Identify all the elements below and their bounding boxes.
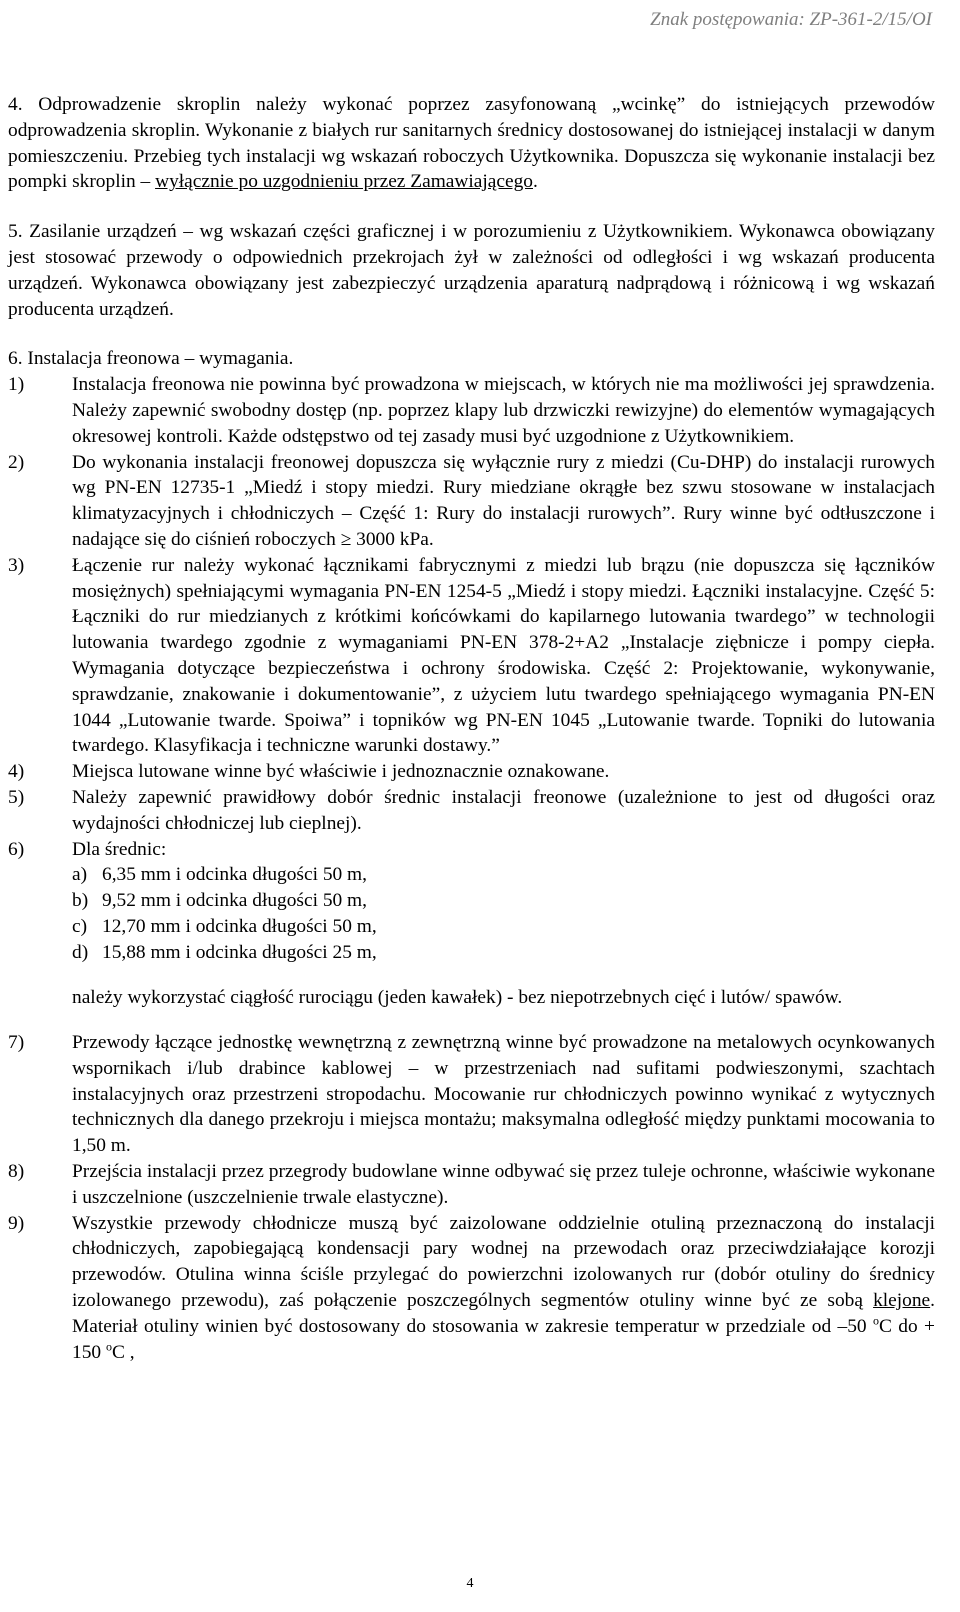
item-9-underlined: klejone xyxy=(873,1290,931,1312)
list-item-text: Łączenie rur należy wykonać łącznikami fabrycznymi z miedzi lub brązu (nie dopuszcza się łączników mosiężnych) spełniającymi wymagania PN-EN 1254-5 „Miedź i stopy miedzi. Łączniki instalacyjne. Część 5: Łączniki do rur miedzianych z krótkimi końcówkami do kapilarnego lutowania twardego” w technologii lutowania twardego zgodnie z wymaganiami PN-EN 378-2+A2 „Instalacje ziębnicze i pompy ciepła. Wymagania dotyczące bezpieczeństwa i ochrony środowiska. Część 2: Projektowanie, wykonywanie, sprawdzanie, znakowanie i dokumentowanie”, z użyciem lutu twardego spełniającego wymagania PN-EN 1044 „Lutowanie twarde. Spoiwa” i topników wg PN-EN 1045 „Lutowanie twarde. Topniki do lutowania twardego. Klasyfikacja i techniczne warunki dostawy.” xyxy=(72,554,935,757)
diameter-letter: b) xyxy=(72,890,89,912)
list-item xyxy=(8,785,935,837)
diameter-item xyxy=(72,862,935,888)
diameter-letter: d) xyxy=(72,941,89,963)
document-reference-header: Znak postępowania: ZP-361-2/15/OI xyxy=(650,9,932,30)
diameter-letter: c) xyxy=(72,915,88,937)
list-item-text: Miejsca lutowane winne być właściwie i jednoznacznie oznakowane. xyxy=(72,761,610,783)
diameter-item xyxy=(72,888,935,914)
section-4-text: 4. Odprowadzenie skroplin należy wykonać poprzez zasyfonowaną „wcinkę” do istniejących przewodów odprowadzenia skroplin. Wykonanie z białych rur sanitarnych średnicy dostosowanej do istniejącej instalacji w danym pomieszczeniu. Przebieg tych instalacji wg wskazań roboczych Użytkownika. Dopuszcza się wykonanie instalacji bez pompki skroplin – xyxy=(8,94,935,193)
item-9-text-c: C do + 150 xyxy=(72,1315,935,1363)
diameters-note: należy wykorzystać ciągłość rurociągu (jeden kawałek) - bez niepotrzebnych cięć i lutów/ spawów. xyxy=(72,986,843,1008)
list-item-text: Przewody łączące jednostkę wewnętrzną z zewnętrzną winne być prowadzone na metalowych ocynkowanych wspornikach i/lub drabince kablowej – w przestrzeniach nad sufitami podwieszonymi, szachtach instalacyjnych oraz przestrzeni stropodachu. Mocowanie rur chłodniczych powinno wynikać z wytycznych technicznych dla danego przekroju i miejsca montażu; maksymalna odległość między punktami mocowania to 1,50 m. xyxy=(72,1032,935,1157)
list-item xyxy=(8,759,935,785)
list-item xyxy=(8,1159,935,1211)
diameter-letter: a) xyxy=(72,864,88,886)
list-item-number: 8) xyxy=(8,1161,25,1183)
item-9-text-a: Wszystkie przewody chłodnicze muszą być zaizolowane oddzielnie otuliną przeznaczoną do instalacji chłodniczych, zapobiegającą kondensacji pary wodnej na przewodach oraz przeciwdziałające korozji przewodów. Otulina winna ściśle przylegać do powierzchni izolowanych rur (dobór otuliny do średnicy izolowanego przewodu), zaś połączenie poszczególnych segmentów otuliny winne być ze sobą xyxy=(72,1212,935,1312)
list-item xyxy=(8,837,935,863)
list-item-number: 1) xyxy=(8,374,25,396)
degree-superscript: o xyxy=(105,1339,112,1354)
list-item-text: Należy zapewnić prawidłowy dobór średnic instalacji freonowe (uzależnione to jest od długości oraz wydajności chłodniczej lub cieplnej). xyxy=(72,786,935,834)
list-item-number: 9) xyxy=(8,1212,25,1234)
document-body xyxy=(8,92,935,1365)
list-item-text: Dla średnic: xyxy=(72,838,167,860)
diameter-text: 15,88 mm i odcinka długości 25 m, xyxy=(102,941,377,963)
list-item-number: 5) xyxy=(8,786,25,808)
section-4-underlined: wyłącznie po uzgodnieniu przez Zamawiającego xyxy=(155,171,533,193)
item-9-text-d: C , xyxy=(111,1341,135,1363)
diameter-text: 12,70 mm i odcinka długości 50 m, xyxy=(102,915,377,937)
list-item-text: Do wykonania instalacji freonowej dopuszcza się wyłącznie rury z miedzi (Cu-DHP) do instalacji rurowych wg PN-EN 12735-1 „Miedź i stopy miedzi. Rury miedziane okrągłe bez szwu stosowane w instalacjach klimatyzacyjnych i chłodniczych – Część 1: Rury do instalacji rurowych”. Rury winne być odtłuszczone i nadające się do ciśnień roboczych ≥ 3000 kPa. xyxy=(72,451,935,550)
degree-superscript: o xyxy=(873,1313,879,1328)
list-item-number: 6) xyxy=(8,838,25,860)
diameter-item xyxy=(72,940,935,966)
page-number: 4 xyxy=(466,1576,474,1591)
list-item-text: Przejścia instalacji przez przegrody budowlane winne odbywać się przez tuleje ochronne, właściwie wykonane i uszczelnione (uszczelnienie trwale elastyczne). xyxy=(72,1161,935,1208)
diameter-text: 9,52 mm i odcinka długości 50 m, xyxy=(102,890,367,912)
list-item-number: 2) xyxy=(8,451,25,473)
list-item-number: 7) xyxy=(8,1032,25,1054)
section-4-paragraph xyxy=(8,92,935,195)
list-item-number: 4) xyxy=(8,761,25,783)
list-item xyxy=(8,450,935,553)
list-item xyxy=(8,1030,935,1159)
diameter-text: 6,35 mm i odcinka długości 50 m, xyxy=(102,864,367,886)
section-4-end: . xyxy=(533,171,538,193)
list-item xyxy=(8,1211,935,1366)
section-5-paragraph: 5. Zasilanie urządzeń – wg wskazań części graficznej i w porozumieniu z Użytkownikiem. Wykonawca obowiązany jest stosować przewody o odpowiednich przekrojach żył w zależności od odległości i wg wskazań producenta urządzeń. Wykonawca obowiązany jest zabezpieczyć urządzenia aparaturą nadprądową i różnicową i wg wskazań producenta urządzeń. xyxy=(8,221,935,320)
section-6-title: 6. Instalacja freonowa – wymagania. xyxy=(8,348,294,370)
list-item-text xyxy=(72,1211,935,1366)
list-item xyxy=(8,372,935,449)
list-item xyxy=(8,553,935,759)
diameter-item xyxy=(72,914,935,940)
item-9-text-b: . Materiał otuliny winien być dostosowany do stosowania w zakresie temperatur w przedziale od –50 xyxy=(72,1290,935,1337)
list-item-number: 3) xyxy=(8,554,25,576)
list-item-text: Instalacja freonowa nie powinna być prowadzona w miejscach, w których nie ma możliwości jej sprawdzenia. Należy zapewnić swobodny dostęp (np. poprzez klapy lub drzwiczki rewizyjne) do elementów wymagających okresowej kontroli. Każde odstępstwo od tej zasady musi być uzgodnione z Użytkownikiem. xyxy=(72,374,935,447)
